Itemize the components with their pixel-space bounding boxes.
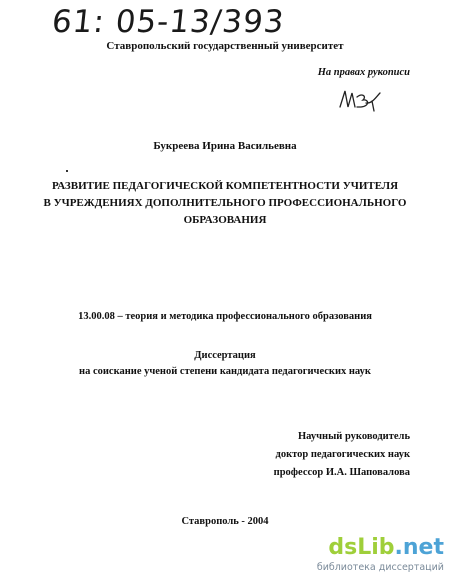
logo-part-main: dsLib	[328, 535, 395, 560]
supervisor-block	[255, 428, 410, 482]
logo-part-domain: .net	[394, 535, 444, 560]
stray-dot	[66, 170, 68, 172]
dslib-watermark[interactable]	[318, 535, 448, 580]
handwritten-signature	[336, 85, 386, 115]
dissertation-label: Диссертация	[194, 350, 256, 361]
supervisor-line: Научный руководитель	[298, 431, 410, 442]
dslib-logo	[328, 535, 444, 561]
title-line: РАЗВИТИЕ ПЕДАГОГИЧЕСКОЙ КОМПЕТЕНТНОСТИ УЧИТЕЛЯ	[51, 180, 399, 192]
specialty-code: 13.00.08 – теория и методика профессионального образования	[78, 311, 372, 322]
supervisor-line: доктор педагогических наук	[275, 449, 410, 460]
degree-line: на соискание ученой степени кандидата педагогических наук	[79, 366, 371, 377]
supervisor-line: профессор И.А. Шаповалова	[273, 467, 410, 478]
rights-note: На правах рукописи	[317, 67, 410, 78]
author-name: Букреева Ирина Васильевна	[153, 140, 297, 152]
title-line: ОБРАЗОВАНИЯ	[183, 214, 267, 226]
archive-number-handwritten: 61: 05-13/393	[50, 4, 287, 40]
title-line: В УЧРЕЖДЕНИЯХ ДОПОЛНИТЕЛЬНОГО ПРОФЕССИОНАЛЬНОГО	[43, 197, 407, 209]
dissertation-title	[30, 178, 420, 229]
dslib-subtitle: библиотека диссертаций	[316, 562, 444, 573]
city-year: Ставрополь - 2004	[181, 516, 269, 527]
university-name: Ставропольский государственный университет	[106, 40, 344, 52]
